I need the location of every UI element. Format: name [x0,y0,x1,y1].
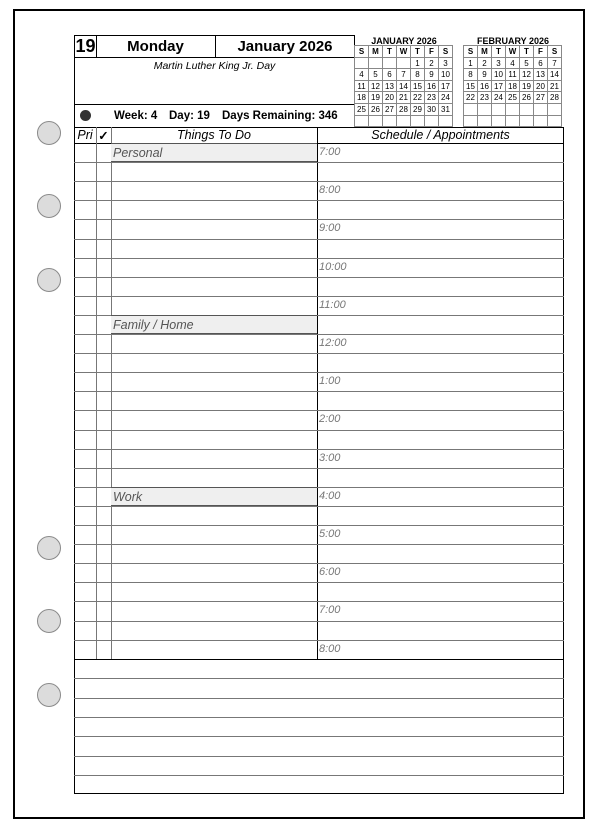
binder-hole [37,121,61,145]
time-slot-label: 7:00 [319,604,341,616]
calendar-day[interactable]: 2 [478,58,492,70]
grid-row-line [74,410,564,411]
week-number: Week: 4 [114,110,158,122]
calendar-day[interactable]: 15 [411,81,425,93]
time-slot-label: 5:00 [319,528,341,540]
calendar-day[interactable]: 21 [548,81,562,93]
binder-hole [37,268,61,292]
grid-row-line [74,621,564,622]
calendar-day [506,116,520,128]
weekday-header: M [369,46,383,58]
calendar-day [520,104,534,116]
mini-calendar-title: FEBRUARY 2026 [476,36,550,46]
calendar-day [464,116,478,128]
grid-row-line [74,582,564,583]
new-moon-icon [80,110,91,121]
calendar-day [383,116,397,128]
calendar-day [369,58,383,70]
grid-row-line [74,258,564,259]
calendar-day [397,58,411,70]
grid-row-line [74,277,564,278]
section-label-work: Work [113,490,143,504]
calendar-day[interactable]: 16 [425,81,439,93]
grid-row-line [74,563,564,564]
calendar-day [478,104,492,116]
calendar-day [534,116,548,128]
calendar-day[interactable]: 31 [439,104,453,116]
notes-line [74,717,564,718]
calendar-day [548,116,562,128]
section-label-family-home: Family / Home [113,318,194,332]
grid-row-line [74,219,564,220]
calendar-day[interactable]: 27 [534,92,548,104]
time-slot-label: 8:00 [319,643,341,655]
days-remaining: Days Remaining: 346 [222,110,338,122]
weekday-title: Monday [127,38,184,55]
calendar-day[interactable]: 27 [383,104,397,116]
grid-row-line [74,430,564,431]
calendar-day [439,116,453,128]
calendar-day[interactable]: 26 [369,104,383,116]
day-number: 19 [75,36,96,56]
calendar-day[interactable]: 13 [534,69,548,81]
binder-hole [37,194,61,218]
calendar-day[interactable]: 19 [369,92,383,104]
grid-row-line [74,334,564,335]
weekday-header: T [411,46,425,58]
weekday-header: S [355,46,369,58]
calendar-day[interactable]: 4 [506,58,520,70]
calendar-day[interactable]: 29 [411,104,425,116]
grid-row-line [74,468,564,469]
calendar-day [520,116,534,128]
notes-area [74,659,564,794]
calendar-day[interactable]: 1 [411,58,425,70]
time-slot-label: 8:00 [319,184,341,196]
time-slot-label: 7:00 [319,146,341,158]
grid-row-line [74,239,564,240]
calendar-day [369,116,383,128]
calendar-day[interactable]: 4 [355,69,369,81]
calendar-day[interactable]: 6 [534,58,548,70]
mini-calendar-february [463,45,562,127]
calendar-day [425,116,439,128]
grid-row-line [74,372,564,373]
calendar-day[interactable]: 21 [397,92,411,104]
calendar-day [506,104,520,116]
calendar-day[interactable]: 9 [478,69,492,81]
calendar-day[interactable]: 25 [506,92,520,104]
grid-row-line [74,296,564,297]
check-column-header: ✓ [98,129,109,143]
calendar-day[interactable]: 19 [520,81,534,93]
time-slot-label: 6:00 [319,566,341,578]
weekday-header: S [439,46,453,58]
calendar-day[interactable]: 22 [464,92,478,104]
calendar-day [411,116,425,128]
calendar-day[interactable]: 5 [520,58,534,70]
calendar-day[interactable]: 3 [492,58,506,70]
notes-line [74,736,564,737]
calendar-day[interactable]: 11 [506,69,520,81]
weekday-header: T [383,46,397,58]
notes-line [74,698,564,699]
binder-hole [37,609,61,633]
calendar-day[interactable]: 7 [548,58,562,70]
notes-line [74,775,564,776]
calendar-day[interactable]: 24 [492,92,506,104]
calendar-day[interactable]: 26 [520,92,534,104]
weekday-header: M [478,46,492,58]
notes-line [74,678,564,679]
calendar-day [383,58,397,70]
calendar-day[interactable]: 15 [464,81,478,93]
calendar-day[interactable]: 10 [439,69,453,81]
weekday-header: W [506,46,520,58]
calendar-day[interactable]: 13 [383,81,397,93]
calendar-day[interactable]: 23 [478,92,492,104]
weekday-header: W [397,46,411,58]
daily-grid [74,127,564,660]
calendar-day[interactable]: 8 [464,69,478,81]
grid-row-line [74,162,564,163]
calendar-day[interactable]: 17 [439,81,453,93]
calendar-day[interactable]: 14 [548,69,562,81]
calendar-day [492,116,506,128]
mini-calendar-january [354,45,453,127]
calendar-day[interactable]: 28 [548,92,562,104]
mini-calendar-title: JANUARY 2026 [371,36,437,46]
calendar-day [492,104,506,116]
todo-column-header: Things To Do [177,128,251,142]
grid-row-line [74,525,564,526]
calendar-day [355,116,369,128]
weekday-header: S [464,46,478,58]
calendar-day[interactable]: 14 [397,81,411,93]
weekday-header: T [492,46,506,58]
holiday-label: Martin Luther King Jr. Day [153,60,276,72]
weekday-header: F [425,46,439,58]
grid-row-line [74,391,564,392]
schedule-column-header: Schedule / Appointments [371,128,510,142]
calendar-day [478,116,492,128]
weekday-header: F [534,46,548,58]
calendar-day [464,104,478,116]
weekday-header: T [520,46,534,58]
time-slot-label: 10:00 [319,261,347,273]
calendar-day[interactable]: 12 [520,69,534,81]
calendar-day[interactable]: 2 [425,58,439,70]
grid-row-line [74,200,564,201]
binder-hole [37,536,61,560]
priority-column-header: Pri [77,128,93,142]
day-of-year: Day: 19 [169,110,210,122]
calendar-day [397,116,411,128]
time-slot-label: 11:00 [319,299,346,311]
calendar-day[interactable]: 12 [369,81,383,93]
grid-row-line [74,601,564,602]
time-slot-label: 3:00 [319,452,341,464]
calendar-day[interactable]: 18 [355,92,369,104]
calendar-day [534,104,548,116]
calendar-day[interactable]: 20 [534,81,548,93]
calendar-day[interactable]: 8 [411,69,425,81]
calendar-day[interactable]: 1 [464,58,478,70]
calendar-day[interactable]: 10 [492,69,506,81]
time-slot-label: 1:00 [319,375,341,387]
month-year-title: January 2026 [237,38,333,55]
calendar-day [548,104,562,116]
notes-line [74,756,564,757]
grid-row-line [74,353,564,354]
calendar-day[interactable]: 30 [425,104,439,116]
binder-hole [37,683,61,707]
calendar-day[interactable]: 24 [439,92,453,104]
grid-row-line [74,640,564,641]
calendar-day[interactable]: 9 [425,69,439,81]
calendar-day[interactable]: 17 [492,81,506,93]
grid-row-line [74,449,564,450]
calendar-day[interactable]: 28 [397,104,411,116]
time-slot-label: 12:00 [319,337,347,349]
calendar-day[interactable]: 20 [383,92,397,104]
calendar-day[interactable]: 18 [506,81,520,93]
weekday-header: S [548,46,562,58]
calendar-day[interactable]: 7 [397,69,411,81]
time-slot-label: 4:00 [319,490,341,502]
grid-row-line [74,506,564,507]
calendar-day[interactable]: 23 [425,92,439,104]
calendar-day[interactable]: 16 [478,81,492,93]
calendar-day[interactable]: 25 [355,104,369,116]
grid-row-line [74,544,564,545]
calendar-day[interactable]: 11 [355,81,369,93]
calendar-day[interactable]: 3 [439,58,453,70]
time-slot-label: 2:00 [319,413,341,425]
calendar-day[interactable]: 5 [369,69,383,81]
calendar-day[interactable]: 6 [383,69,397,81]
time-slot-label: 9:00 [319,222,341,234]
grid-row-line [74,181,564,182]
calendar-day[interactable]: 22 [411,92,425,104]
calendar-day [355,58,369,70]
section-label-personal: Personal [113,146,163,160]
